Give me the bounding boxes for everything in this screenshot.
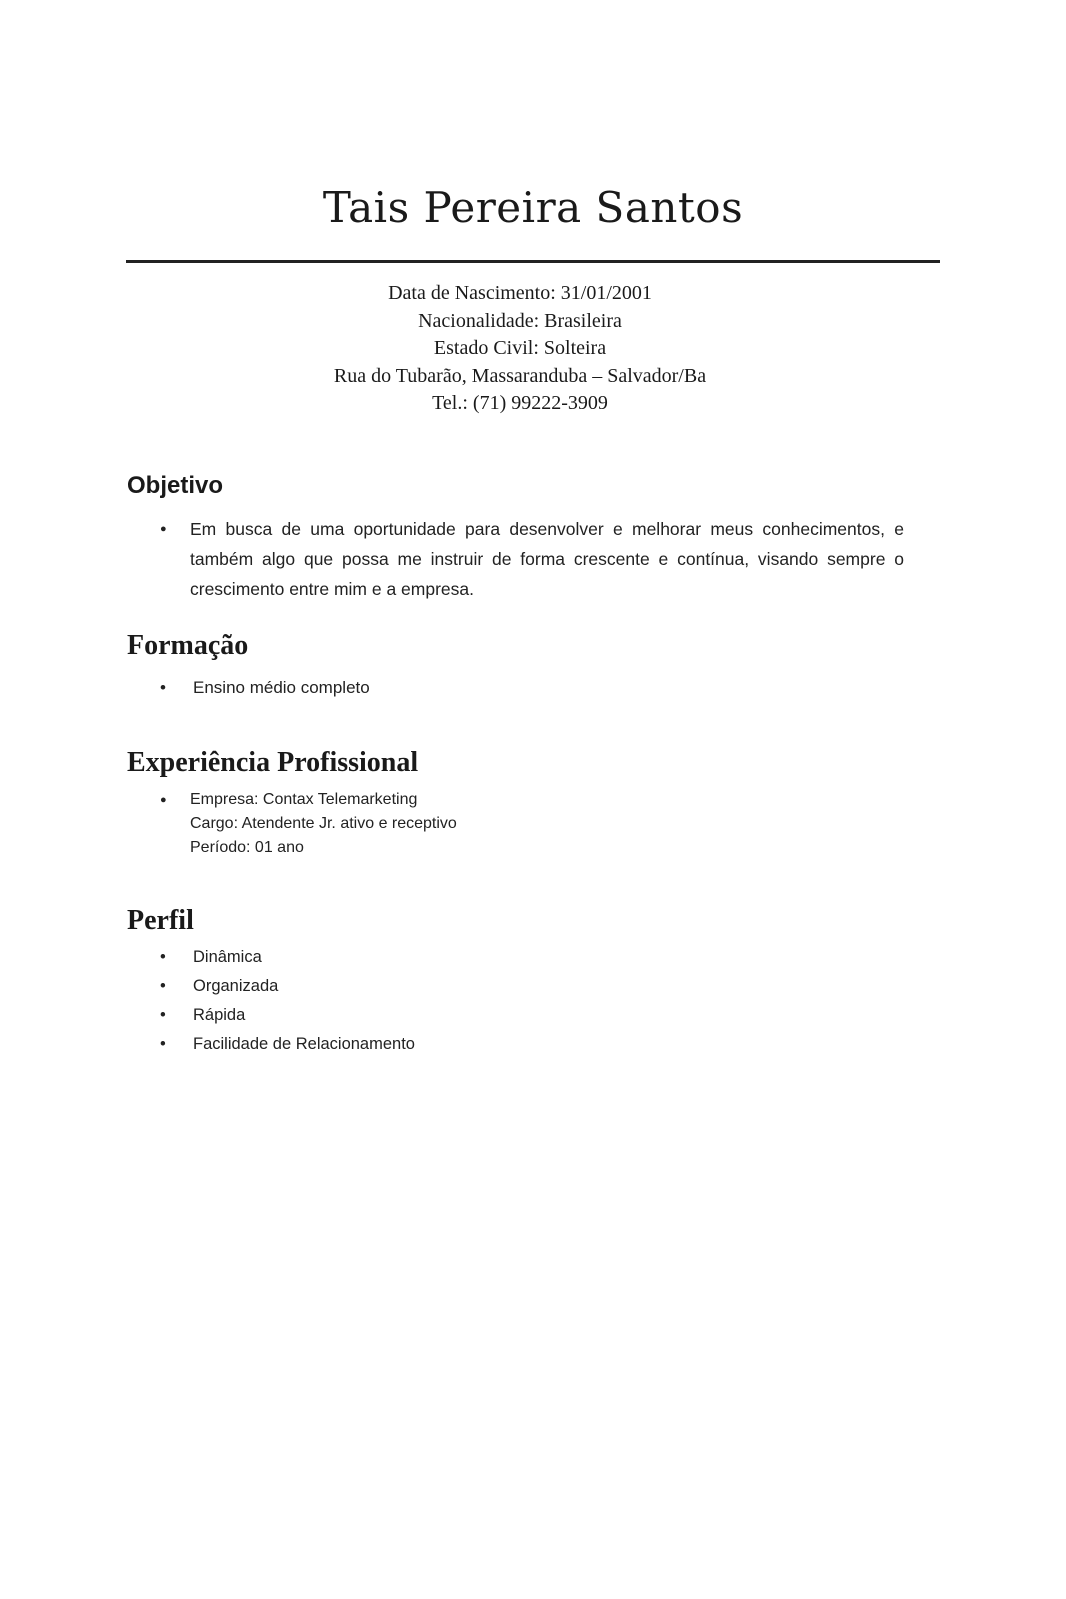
- birth-date: Data de Nascimento: 31/01/2001: [388, 282, 652, 304]
- list-item: [160, 972, 415, 1001]
- formacao-item: Ensino médio completo: [193, 678, 370, 697]
- marital-status: Estado Civil: Solteira: [433, 337, 607, 359]
- bullet-icon: •: [160, 1006, 166, 1024]
- header-divider: [126, 260, 940, 263]
- list-item: [160, 1001, 415, 1030]
- perfil-item: Organizada: [193, 977, 279, 995]
- bullet-icon: •: [160, 977, 166, 995]
- objetivo-text: Em busca de uma oportunidade para desenvolver e melhorar meus conhecimentos, e também algo que possa me instruir de forma crescente e contínua, visando sempre o crescimento entre mim e a empresa.: [190, 519, 904, 599]
- section-title-perfil: Perfil: [127, 905, 194, 936]
- list-item: [160, 943, 415, 972]
- perfil-list: [160, 943, 415, 1059]
- perfil-item: Rápida: [193, 1006, 246, 1024]
- contact-info: [0, 280, 1040, 418]
- bullet-icon: ●: [160, 523, 167, 535]
- experiencia-empresa: Empresa: Contax Telemarketing: [190, 791, 418, 808]
- formacao-list: [160, 673, 370, 702]
- list-item: [160, 673, 370, 702]
- phone: Tel.: (71) 99222-3909: [432, 392, 608, 414]
- section-title-experiencia: Experiência Profissional: [127, 747, 419, 778]
- bullet-icon: ●: [160, 794, 167, 806]
- perfil-item: Dinâmica: [193, 948, 262, 966]
- list-item: [160, 1030, 415, 1059]
- section-title-objetivo: Objetivo: [127, 472, 224, 499]
- objetivo-list: [160, 514, 904, 604]
- experiencia-periodo: Período: 01 ano: [190, 839, 304, 856]
- bullet-icon: •: [160, 678, 166, 697]
- list-item: [160, 514, 904, 604]
- address: Rua do Tubarão, Massaranduba – Salvador/Ba: [333, 364, 707, 387]
- section-title-formacao: Formação: [127, 630, 249, 661]
- experiencia-list: [160, 788, 457, 860]
- list-item: [160, 788, 457, 860]
- nationality: Nacionalidade: Brasileira: [418, 309, 622, 332]
- bullet-icon: •: [160, 948, 166, 966]
- experiencia-cargo: Cargo: Atendente Jr. ativo e receptivo: [190, 815, 457, 832]
- bullet-icon: •: [160, 1035, 166, 1053]
- perfil-item: Facilidade de Relacionamento: [193, 1035, 415, 1053]
- candidate-name: Tais Pereira Santos: [322, 183, 744, 232]
